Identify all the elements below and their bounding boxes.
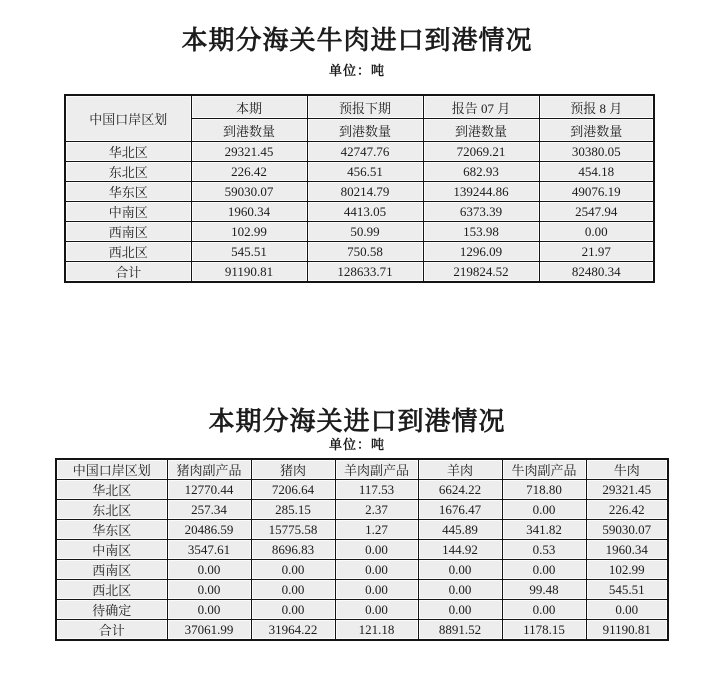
table-total-row <box>65 262 654 283</box>
value-cell: 72069.21 <box>423 142 539 162</box>
value-cell: 0.00 <box>251 580 335 600</box>
value-cell: 144.92 <box>418 540 502 560</box>
table-row <box>56 480 668 500</box>
table-header-row <box>56 459 668 480</box>
value-cell: 0.00 <box>586 600 668 620</box>
subheader-arrival-qty: 到港数量 <box>423 119 539 142</box>
section1-title: 本期分海关牛肉进口到港情况 <box>181 26 533 55</box>
table-row <box>56 500 668 520</box>
value-cell: 0.00 <box>418 580 502 600</box>
value-cell: 6624.22 <box>418 480 502 500</box>
region-cell: 华东区 <box>56 520 167 540</box>
col-header-beef-byproducts: 牛肉副产品 <box>502 459 586 480</box>
value-cell: 0.00 <box>502 560 586 580</box>
value-cell: 445.89 <box>418 520 502 540</box>
value-cell: 29321.45 <box>191 142 307 162</box>
col-header-forecast-august: 预报 8 月 <box>539 95 654 119</box>
value-cell: 0.53 <box>502 540 586 560</box>
value-cell: 0.00 <box>418 560 502 580</box>
value-cell: 30380.05 <box>539 142 654 162</box>
value-cell: 8891.52 <box>418 620 502 641</box>
region-cell: 中南区 <box>56 540 167 560</box>
value-cell: 0.00 <box>539 222 654 242</box>
col-header-pork: 猪肉 <box>251 459 335 480</box>
value-cell: 0.00 <box>251 600 335 620</box>
value-cell: 102.99 <box>586 560 668 580</box>
region-cell: 华北区 <box>56 480 167 500</box>
value-cell: 3547.61 <box>167 540 251 560</box>
subheader-arrival-qty: 到港数量 <box>307 119 423 142</box>
value-cell: 1296.09 <box>423 242 539 262</box>
value-cell: 49076.19 <box>539 182 654 202</box>
value-cell: 226.42 <box>586 500 668 520</box>
value-cell: 1178.15 <box>502 620 586 641</box>
value-cell: 59030.07 <box>586 520 668 540</box>
region-cell: 中南区 <box>65 202 191 222</box>
value-cell: 82480.34 <box>539 262 654 283</box>
table-row <box>65 222 654 242</box>
region-cell: 西北区 <box>56 580 167 600</box>
value-cell: 285.15 <box>251 500 335 520</box>
value-cell: 50.99 <box>307 222 423 242</box>
table-row <box>56 540 668 560</box>
value-cell: 257.34 <box>167 500 251 520</box>
subheader-arrival-qty: 到港数量 <box>539 119 654 142</box>
table-row <box>65 182 654 202</box>
table-row <box>65 142 654 162</box>
col-header-mutton: 羊肉 <box>418 459 502 480</box>
value-cell: 20486.59 <box>167 520 251 540</box>
value-cell: 0.00 <box>335 540 418 560</box>
table-header-row <box>65 95 654 119</box>
value-cell: 219824.52 <box>423 262 539 283</box>
value-cell: 6373.39 <box>423 202 539 222</box>
region-cell: 西南区 <box>56 560 167 580</box>
region-cell: 待确定 <box>56 600 167 620</box>
value-cell: 545.51 <box>586 580 668 600</box>
value-cell: 2547.94 <box>539 202 654 222</box>
value-cell: 0.00 <box>335 560 418 580</box>
value-cell: 91190.81 <box>191 262 307 283</box>
value-cell: 0.00 <box>167 600 251 620</box>
value-cell: 682.93 <box>423 162 539 182</box>
value-cell: 15775.58 <box>251 520 335 540</box>
value-cell: 12770.44 <box>167 480 251 500</box>
region-cell: 华东区 <box>65 182 191 202</box>
table-row <box>65 162 654 182</box>
value-cell: 0.00 <box>502 600 586 620</box>
value-cell: 99.48 <box>502 580 586 600</box>
table-row <box>56 580 668 600</box>
value-cell: 121.18 <box>335 620 418 641</box>
section2-title: 本期分海关进口到港情况 <box>208 407 506 436</box>
region-column-header: 中国口岸区划 <box>65 95 191 142</box>
value-cell: 153.98 <box>423 222 539 242</box>
value-cell: 0.00 <box>418 600 502 620</box>
value-cell: 117.53 <box>335 480 418 500</box>
value-cell: 545.51 <box>191 242 307 262</box>
region-cell: 合计 <box>56 620 167 641</box>
col-header-current-period: 本期 <box>191 95 307 119</box>
value-cell: 91190.81 <box>586 620 668 641</box>
table-row <box>56 600 668 620</box>
value-cell: 102.99 <box>191 222 307 242</box>
region-cell: 合计 <box>65 262 191 283</box>
region-column-header: 中国口岸区划 <box>56 459 167 480</box>
beef-import-by-customs-table <box>64 94 655 283</box>
value-cell: 1.27 <box>335 520 418 540</box>
col-header-beef: 牛肉 <box>586 459 668 480</box>
col-header-report-july: 报告 07 月 <box>423 95 539 119</box>
value-cell: 0.00 <box>251 560 335 580</box>
value-cell: 128633.71 <box>307 262 423 283</box>
col-header-forecast-next-period: 预报下期 <box>307 95 423 119</box>
region-cell: 西南区 <box>65 222 191 242</box>
region-cell: 华北区 <box>65 142 191 162</box>
table-row <box>56 520 668 540</box>
value-cell: 80214.79 <box>307 182 423 202</box>
value-cell: 1960.34 <box>586 540 668 560</box>
value-cell: 1676.47 <box>418 500 502 520</box>
value-cell: 0.00 <box>335 600 418 620</box>
value-cell: 0.00 <box>167 560 251 580</box>
value-cell: 42747.76 <box>307 142 423 162</box>
value-cell: 59030.07 <box>191 182 307 202</box>
col-header-mutton-byproducts: 羊肉副产品 <box>335 459 418 480</box>
region-cell: 东北区 <box>65 162 191 182</box>
region-cell: 西北区 <box>65 242 191 262</box>
value-cell: 718.80 <box>502 480 586 500</box>
value-cell: 750.58 <box>307 242 423 262</box>
value-cell: 31964.22 <box>251 620 335 641</box>
value-cell: 2.37 <box>335 500 418 520</box>
value-cell: 7206.64 <box>251 480 335 500</box>
value-cell: 21.97 <box>539 242 654 262</box>
col-header-pork-byproducts: 猪肉副产品 <box>167 459 251 480</box>
value-cell: 0.00 <box>335 580 418 600</box>
table-row <box>65 242 654 262</box>
meat-import-by-customs-table <box>55 458 669 641</box>
value-cell: 4413.05 <box>307 202 423 222</box>
table-row <box>56 560 668 580</box>
value-cell: 37061.99 <box>167 620 251 641</box>
section1-unit-label: 单位：吨 <box>328 63 385 78</box>
value-cell: 456.51 <box>307 162 423 182</box>
subheader-arrival-qty: 到港数量 <box>191 119 307 142</box>
value-cell: 1960.34 <box>191 202 307 222</box>
value-cell: 0.00 <box>502 500 586 520</box>
value-cell: 341.82 <box>502 520 586 540</box>
section2-unit-label: 单位：吨 <box>328 437 385 452</box>
table-total-row <box>56 620 668 641</box>
value-cell: 0.00 <box>167 580 251 600</box>
value-cell: 226.42 <box>191 162 307 182</box>
region-cell: 东北区 <box>56 500 167 520</box>
value-cell: 29321.45 <box>586 480 668 500</box>
value-cell: 8696.83 <box>251 540 335 560</box>
value-cell: 139244.86 <box>423 182 539 202</box>
value-cell: 454.18 <box>539 162 654 182</box>
table-row <box>65 202 654 222</box>
